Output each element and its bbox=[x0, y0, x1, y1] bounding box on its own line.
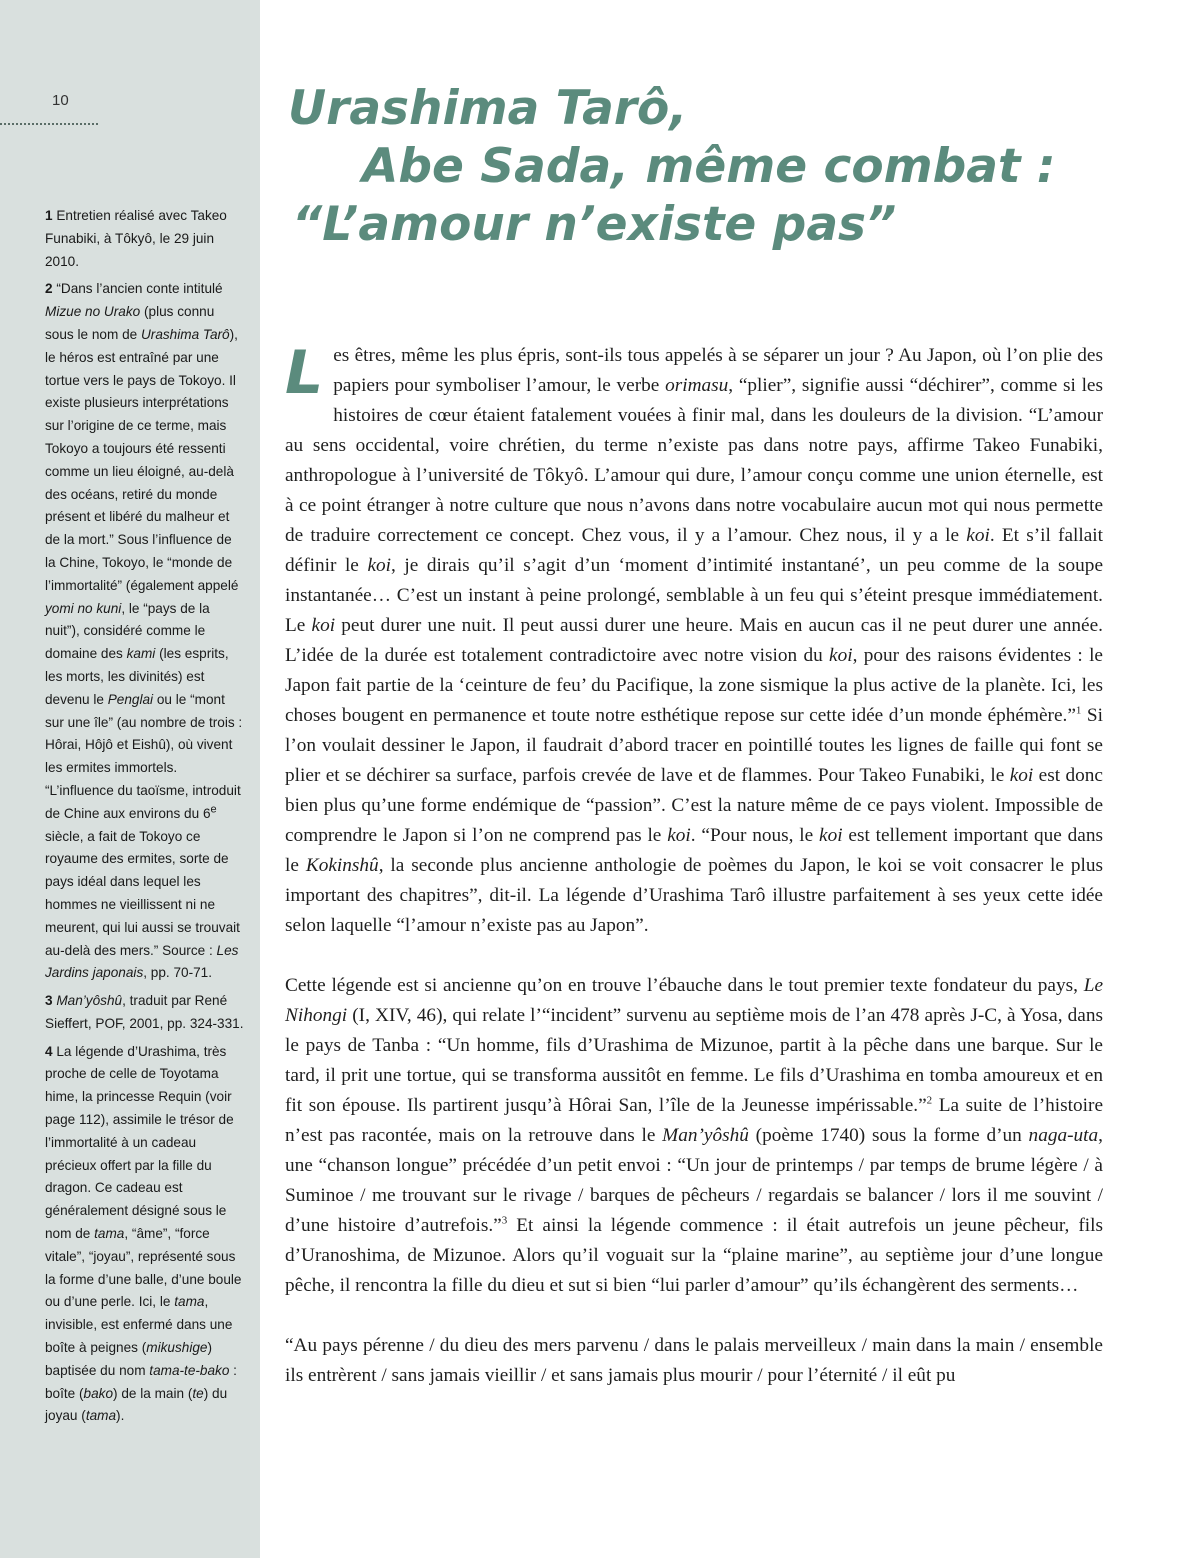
paragraph-1 bbox=[285, 338, 1104, 941]
italic-text: tama-te-bako bbox=[149, 1362, 230, 1378]
text-run: : boîte ( bbox=[45, 1362, 237, 1401]
text-run: , “plier”, signifie aussi “déchirer”, comme si les histoires de cœur étaient fatalement vouées à finir mal, dans les douleurs de la division. “L’amour au sens occidental, voire chrétien, du terme n’existe pas dans notre pays, affirme Takeo Funabiki, anthropologue à l’université de Tôkyô. L’amour qui dure, l’amour conçu comme une union éternelle, est à ce point étranger à notre culture que nous n’avons dans notre vocabulaire aucun mot qui nous permette de traduire correctement ce concept. Chez vous, il y a l’amour. Chez nous, il y a le bbox=[285, 375, 1103, 546]
italic-text: Penglai bbox=[107, 691, 154, 707]
note-reference: e bbox=[210, 803, 217, 816]
title-line-2: Abe Sada, même combat : bbox=[362, 139, 1056, 194]
footnote-number: 3 bbox=[45, 993, 53, 1009]
text-run: La légende d’Urashima, très proche de celle de Toyotama hime, la princesse Requin (voir page 112), assimile le trésor de l’immortalité à un cadeau précieux offert par la fille du dragon. Ce cadeau est généralement désigné sous le nom de bbox=[45, 1043, 234, 1242]
italic-text: Le Nihongi bbox=[285, 975, 1103, 1026]
text-run: ) du joyau ( bbox=[45, 1385, 228, 1424]
text-run: Entretien réalisé avec Takeo Funabiki, à Tôkyô, le 29 juin 2010. bbox=[45, 208, 227, 269]
italic-text: Urashima Tarô bbox=[140, 326, 230, 342]
page-number: 10 bbox=[52, 92, 69, 109]
italic-text: koi bbox=[1009, 765, 1034, 786]
italic-text: Mizue no Urako bbox=[45, 304, 141, 320]
text-run: , pp. 70-71. bbox=[143, 965, 213, 981]
italic-text: kami bbox=[126, 646, 156, 662]
text-run: Et ainsi la légende commence : il était autrefois un jeune pêcheur, fils d’Uranoshima, de Mizunoe. Alors qu’il voguait sur la “plaine marine”, au septième jour d’une longue pêche, il rencontra la fille du dieu et sut si bien “lui parler d’amour” qu’ils échangèrent des serments… bbox=[285, 1215, 1103, 1296]
text-run: , la seconde plus ancienne anthologie de poèmes du Japon, le koi se voit consacrer le plus important des chapitres”, dit-il. La légende d’Urashima Tarô illustre parfaitement à ses yeux cette idée selon laquelle “l’amour n’existe pas au Japon”. bbox=[285, 855, 1103, 936]
text-run: est donc bien plus qu’une forme endémique de “passion”. C’est la nature même de ce pays violent. Impossible de comprendre le Japon si l’on ne comprend pas le bbox=[285, 765, 1103, 846]
italic-text: mikushige bbox=[146, 1340, 208, 1356]
text-run: “Au pays pérenne / du dieu des mers parvenu / dans le palais merveilleux / main dans la main / ensemble ils entrèrent / sans jamais vieillir / et sans jamais plus mourir / pour l’éternité / il eût pu bbox=[285, 1335, 1103, 1386]
text-run: siècle, a fait de Tokoyo ce royaume des ermites, sorte de pays idéal dans lequel les hommes ne vieillissent ni ne meurent, qui lui aussi se trouvait au-delà des mers.” Source : bbox=[45, 828, 240, 958]
footnote-3 bbox=[45, 990, 245, 1036]
text-run: , invisible, est enfermé dans une boîte à peignes ( bbox=[45, 1294, 233, 1356]
text-run: (plus connu sous le nom de bbox=[45, 304, 215, 342]
italic-text: Man’yôshû bbox=[56, 993, 123, 1009]
footnote-number: 2 bbox=[45, 281, 53, 297]
text-run: ), le héros est entraîné par une tortue vers le pays de Tokoyo. Il existe plusieurs interprétations sur l’origine de ce terme, mais Tokoyo a toujours été ressenti comme un lieu éloigné, au-delà des océans, retiré du monde présent et libéré du malheur et de la mort.” Sous l’influence de la Chine, Tokoyo, le “monde de l’immortalité” (également appelé bbox=[45, 326, 239, 593]
text-run: peut durer une nuit. Il peut aussi durer une heure. Mais en aucun cas il ne peut durer une année. L’idée de la durée est totalement contradictoire avec notre vision du bbox=[285, 615, 1103, 666]
text-run: est tellement important que dans le bbox=[285, 825, 1103, 876]
italic-text: tama bbox=[85, 1408, 117, 1424]
title-line-3: “L’amour n’existe pas” bbox=[292, 197, 897, 252]
text-run: (les esprits, les morts, les divinités) est devenu le bbox=[45, 646, 229, 707]
italic-text: Les Jardins japonais bbox=[45, 942, 239, 981]
text-run: , le “pays de la nuit”), considéré comme le domaine des bbox=[45, 600, 210, 662]
footnote-1 bbox=[45, 205, 245, 273]
italic-text: tama bbox=[174, 1294, 205, 1310]
text-run: . “Pour nous, le bbox=[690, 825, 820, 846]
text-run: , une “chanson longue” précédée d’un petit envoi : “Un jour de printemps / par temps de brume légère / à Suminoe / me trouvant sur le rivage / barques de pêcheurs / regardais se balancer / lors il me souvint / d’une histoire d’autrefois.” bbox=[285, 1125, 1103, 1236]
paragraph-3 bbox=[285, 1331, 1103, 1391]
footnote-2 bbox=[45, 278, 245, 985]
article-title bbox=[288, 80, 1056, 254]
paragraph-2 bbox=[285, 971, 1103, 1301]
sidebar bbox=[0, 0, 260, 1558]
text-run: “Dans l’ancien conte intitulé bbox=[56, 281, 223, 297]
note-reference: 2 bbox=[926, 1094, 933, 1107]
footnotes bbox=[45, 205, 245, 1433]
note-reference: 1 bbox=[1075, 704, 1082, 717]
text-run: ou le “mont sur une île” (au nombre de trois : Hôrai, Hôjô et Eishû), où vivent les ermites immortels. “L’influence du taoïsme, introduit de Chine aux environs du 6 bbox=[45, 691, 243, 821]
italic-text: te bbox=[192, 1385, 204, 1401]
text-run: , “âme”, “force vitale”, “joyau”, représenté sous la forme d’une balle, d’une boule ou d’une perle. Ici, le bbox=[45, 1226, 242, 1310]
italic-text: koi bbox=[311, 615, 336, 636]
note-reference: 3 bbox=[501, 1214, 508, 1227]
dotted-rule bbox=[0, 123, 98, 125]
article-body bbox=[285, 338, 1104, 1391]
text-run: , je dirais qu’il s’agit d’un ‘moment d’intimité instantané’, un peu comme de la soupe instantanée… C’est un instant à peine prolongé, semblable à un feu qui s’éteint presque immédiatement. Le bbox=[285, 555, 1104, 636]
drop-cap: L bbox=[285, 338, 324, 408]
text-run: . Et s’il fallait définir le bbox=[285, 525, 1103, 576]
italic-text: Kokinshû bbox=[305, 855, 379, 876]
footnote-number: 4 bbox=[45, 1043, 53, 1059]
text-run: ). bbox=[116, 1408, 125, 1424]
italic-text: koi bbox=[667, 825, 691, 846]
text-run: (poème 1740) sous la forme d’un bbox=[748, 1125, 1029, 1146]
title-line-1: Urashima Tarô, bbox=[288, 81, 688, 136]
text-run: , traduit par René Sieffert, POF, 2001, pp. 324-331. bbox=[45, 993, 244, 1031]
italic-text: orimasu bbox=[665, 375, 729, 396]
italic-text: koi bbox=[819, 825, 843, 846]
italic-text: Man’yôshû bbox=[662, 1125, 749, 1146]
text-run: Si l’on voulait dessiner le Japon, il faudrait d’abord tracer en pointillé toutes les lignes de faille qui font se plier et se déchirer sa surface, parfois crevée de lave et de flammes. Pour Takeo Funabiki, le bbox=[285, 705, 1104, 786]
italic-text: yomi no kuni bbox=[45, 600, 122, 616]
italic-text: koi bbox=[829, 645, 853, 666]
italic-text: tama bbox=[94, 1226, 125, 1242]
italic-text: koi bbox=[966, 525, 990, 546]
italic-text: naga-uta bbox=[1028, 1125, 1099, 1146]
text-run: , pour des raisons évidentes : le Japon fait partie de la ‘ceinture de feu’ du Pacifique, la zone sismique la plus active de la planète. Ici, les choses bougent en permanence et toute notre esthétique repose sur cette idée d’un monde éphémère.” bbox=[285, 645, 1103, 726]
italic-text: koi bbox=[367, 555, 391, 576]
footnote-4 bbox=[45, 1041, 245, 1429]
text-run: Cette légende est si ancienne qu’on en trouve l’ébauche dans le tout premier texte fondateur du pays, bbox=[285, 975, 1084, 996]
text-run: (I, XIV, 46), qui relate l’“incident” survenu au septième mois de l’an 478 après J-C, à Yosa, dans le pays de Tanba : “Un homme, fils d’Urashima de Mizunoe, partit à la pêche dans une barque. Sur le tard, il prit une tortue, qui se transforma aussitôt en femme. Le fils d’Urashima en tomba amoureux et en fit son épouse. Ils partirent jusqu’à Hôrai San, l’île de la Jeunesse impérissable.” bbox=[285, 1005, 1103, 1116]
italic-text: bako bbox=[83, 1385, 114, 1401]
footnote-number: 1 bbox=[45, 208, 53, 223]
text-run: ) de la main ( bbox=[113, 1385, 193, 1401]
text-run: es êtres, même les plus épris, sont-ils tous appelés à se séparer un jour ? Au Japon, où l’on plie des papiers pour symboliser l’amour, le verbe bbox=[333, 345, 1103, 396]
text-run: ) baptisée du nom bbox=[45, 1340, 213, 1378]
text-run: La suite de l’histoire n’est pas racontée, mais on la retrouve dans le bbox=[285, 1095, 1104, 1146]
